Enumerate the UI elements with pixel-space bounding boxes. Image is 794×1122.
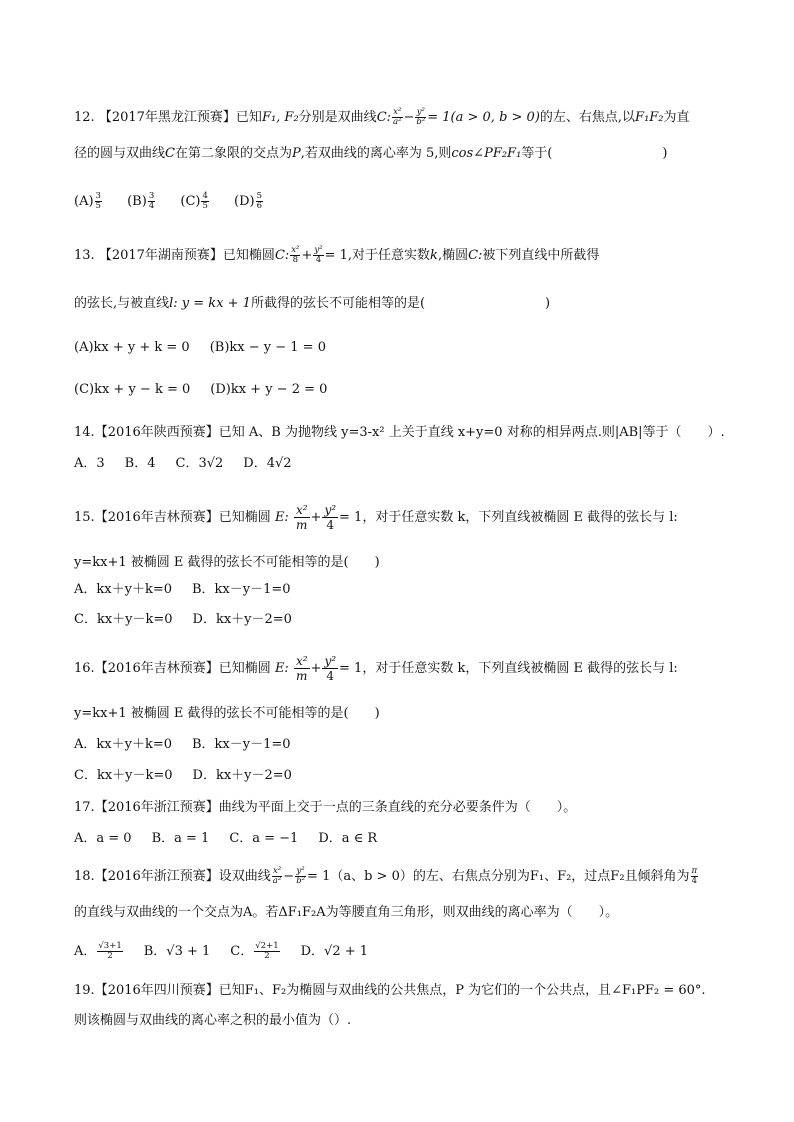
problem-16-options-row-1 — [74, 737, 311, 753]
text: = 1（a、b > 0）的左、右焦点分别为F₁、F₂，过点F₂且倾斜角为 — [307, 869, 690, 884]
text: ) — [545, 296, 551, 311]
option-c: C． $\frac{√2+1}{2}$ — [230, 941, 279, 961]
problem-13-line-2 — [74, 296, 550, 312]
math: C: — [468, 248, 483, 263]
option-b: B．kx－y－1=0 — [191, 737, 291, 752]
option-c: C．a = −1 — [229, 831, 299, 846]
option-d: D．4√2 — [243, 456, 292, 471]
option-c: C．3√2 — [175, 456, 224, 471]
text: 在第二象限的交点为 — [174, 146, 292, 161]
problem-text: 已知 A、B 为抛物线 y=3-x² 上关于直线 x+y=0 对称的相异两点.则|AB|等于（ ）. — [218, 425, 725, 440]
text: 已知椭圆 — [218, 510, 271, 525]
math: E: — [274, 510, 289, 525]
math: = 1, — [324, 248, 353, 263]
problem-18-options — [74, 942, 388, 961]
problem-number: 19. — [74, 983, 95, 998]
math: k — [430, 248, 438, 263]
problem-text: 曲线为平面上交于一点的三条直线的充分必要条件为（ ）。 — [218, 800, 577, 815]
math: cos∠PF₂F₁ — [451, 146, 522, 161]
math: C: — [274, 248, 290, 263]
problem-source: 【2016年吉林预赛】 — [94, 661, 219, 676]
option-d: D．kx＋y－2=0 — [192, 612, 292, 627]
fraction: $\frac{\text{x²}}{\text{a²}}$ — [272, 866, 282, 886]
problem-14-line-1 — [74, 425, 725, 441]
option-b: B．a = 1 — [151, 831, 210, 846]
problem-18-line-2: 的直线与双曲线的一个交点为A。若ΔF₁F₂A为等腰直角三角形，则双曲线的离心率为（ ）。 — [74, 905, 619, 920]
fraction: $\frac{\text{y²}}{\text{b²}}$ — [416, 107, 426, 127]
text: ,若双曲线的离心率为 5,则 — [300, 146, 452, 161]
problem-12-line-1: 12. 【2017年黑龙江预赛】已知F₁, F₂分别是双曲线C: $\frac{\text{x²}}{\text{a²}}$ − $\frac{\text{y²}}{\text{b²}}$ = 1(a > 0, b > 0)的左、右焦点,以F₁F₂为直 — [74, 107, 690, 127]
math: C: — [376, 110, 392, 125]
option-b: (B) $\frac{3}{4}$ — [127, 191, 155, 211]
option-d: D．kx＋y－2=0 — [192, 768, 292, 783]
text: 径的圆与双曲线 — [74, 146, 166, 161]
text: 已知椭圆 — [218, 661, 271, 676]
problem-16-line-2: y=kx+1 被椭圆 E 截得的弦长不可能相等的是( ) — [74, 706, 380, 721]
option-a: A．kx＋y＋k=0 — [74, 737, 172, 752]
problem-12-options — [74, 192, 284, 211]
problem-12-line-2 — [74, 146, 667, 162]
math: C — [165, 146, 175, 161]
problem-13-options-row-1 — [74, 340, 346, 356]
problem-number: 17. — [74, 800, 95, 815]
option-c: (C) $\frac{4}{5}$ — [180, 191, 208, 211]
fraction: $\frac{\text{x²}}{m}$ — [295, 654, 308, 683]
option-a: (A)kx + y + k = 0 — [74, 340, 190, 355]
text: ，对于任意实数 k，下列直线被椭圆 E 截得的弦长与 l: — [362, 510, 678, 525]
problem-source: 【2017年湖南预赛】 — [98, 248, 223, 263]
text: 分别是双曲线 — [298, 110, 377, 125]
problem-13-line-1: 13. 【2017年湖南预赛】已知椭圆C: $\frac{\text{x²}}{8}$ + $\frac{\text{y²}}{4}$ = 1,对于任意实数k,椭圆C:被下列直线中所截得 — [74, 245, 600, 265]
fraction: $\frac{\text{y²}}{4}$ — [324, 503, 337, 532]
problem-number: 12. — [74, 110, 95, 125]
option-a: A．kx＋y＋k=0 — [74, 582, 172, 597]
math: E: — [274, 661, 289, 676]
text: 所截得的弦长不可能相等的是( — [250, 296, 426, 311]
problem-16-options-row-2 — [74, 768, 312, 784]
fraction: $\frac{\text{y²}}{4}$ — [314, 245, 323, 265]
text: 为直 — [663, 110, 690, 125]
math: F₁F₂ — [635, 110, 664, 125]
math: l: y = kx + 1 — [169, 296, 251, 311]
text: 设双曲线 — [218, 869, 271, 884]
problem-number: 16. — [74, 661, 95, 676]
text: 等于( — [521, 146, 553, 161]
text: 被下列直线中所截得 — [482, 248, 600, 263]
math: F₁, F₂ — [261, 110, 299, 125]
problem-number: 15. — [74, 510, 95, 525]
problem-15-options-row-2 — [74, 612, 312, 628]
option-a: A．3 — [74, 456, 105, 471]
option-a: A． $\frac{√3+1}{2}$ — [74, 941, 122, 961]
problem-source: 【2016年吉林预赛】 — [94, 510, 219, 525]
option-c: (C)kx + y − k = 0 — [74, 382, 191, 397]
math: = 1 — [339, 510, 363, 525]
problem-17-line-1 — [74, 800, 576, 816]
text: ,椭圆 — [437, 248, 469, 263]
fraction: $\frac{\text{x²}}{m}$ — [295, 503, 308, 532]
problem-text: 已知F₁、F₂为椭圆与双曲线的公共焦点，P 为它们的一个公共点，且∠F₁PF₂ = 60°. — [218, 983, 706, 998]
text: 的左、右焦点,以 — [539, 110, 636, 125]
problem-source: 【2016年浙江预赛】 — [94, 869, 219, 884]
text: ) — [662, 146, 668, 161]
problem-18-line-1: 18.【2016年浙江预赛】设双曲线 $\frac{\text{x²}}{\text{a²}}$ − $\frac{\text{y²}}{\text{b²}}$ = 1（a、b > 0）的左、右焦点分别为F₁、F₂，过点F₂且倾斜角为 $\frac{\pi}{4}$ — [74, 866, 698, 886]
problem-number: 14. — [74, 425, 95, 440]
fraction: $\frac{\text{y²}}{\text{b²}}$ — [296, 866, 306, 886]
option-d: D．√2 + 1 — [300, 944, 369, 959]
option-c: C．kx＋y－k=0 — [74, 768, 173, 783]
problem-number: 18. — [74, 869, 95, 884]
text: 的弦长,与被直线 — [74, 296, 170, 311]
problem-13-options-row-2 — [74, 382, 347, 398]
problem-source: 【2016年陕西预赛】 — [94, 425, 219, 440]
option-c: C．kx＋y－k=0 — [74, 612, 173, 627]
problem-16-line-1: 16.【2016年吉林预赛】已知椭圆 E: $\frac{\text{x²}}{m}$ + $\frac{\text{y²}}{4}$ = 1，对于任意实数 k，下列直线被椭圆 E 截得的弦长与 l: — [74, 654, 678, 683]
option-a: A．a = 0 — [74, 831, 132, 846]
text: 已知椭圆 — [222, 248, 275, 263]
problem-15-line-2: y=kx+1 被椭圆 E 截得的弦长不可能相等的是( ) — [74, 555, 380, 570]
option-d: (D) $\frac{5}{6}$ — [234, 191, 263, 211]
option-a: (A) $\frac{3}{5}$ — [74, 191, 101, 211]
option-b: B．4 — [124, 456, 156, 471]
option-b: B．kx－y－1=0 — [191, 582, 291, 597]
fraction: $\frac{\pi}{4}$ — [691, 866, 698, 886]
math: = 1(a > 0, b > 0) — [427, 110, 540, 125]
fraction: $\frac{\text{x²}}{8}$ — [291, 245, 300, 265]
problem-source: 【2016年四川预赛】 — [94, 983, 219, 998]
text: 对于任意实数 — [352, 248, 431, 263]
text: 已知 — [235, 110, 262, 125]
math: = 1 — [339, 661, 363, 676]
problem-19-line-1 — [74, 983, 706, 999]
text: ，对于任意实数 k，下列直线被椭圆 E 截得的弦长与 l: — [362, 661, 678, 676]
math: P — [291, 146, 301, 161]
option-b: (B)kx − y − 1 = 0 — [209, 340, 326, 355]
option-d: D．a ∈ R — [318, 831, 378, 846]
option-d: (D)kx + y − 2 = 0 — [210, 382, 328, 397]
problem-number: 13. — [74, 248, 95, 263]
problem-15-options-row-1 — [74, 582, 311, 598]
problem-17-options — [74, 831, 397, 847]
fraction: $\frac{\text{x²}}{\text{a²}}$ — [393, 107, 402, 127]
problem-19-line-2: 则该椭圆与双曲线的离心率之积的最小值为（）. — [74, 1013, 352, 1028]
problem-source: 【2017年黑龙江预赛】 — [98, 110, 236, 125]
fraction: $\frac{\text{y²}}{4}$ — [324, 654, 337, 683]
option-b: B．√3 + 1 — [143, 944, 211, 959]
problem-15-line-1: 15.【2016年吉林预赛】已知椭圆 E: $\frac{\text{x²}}{m}$ + $\frac{\text{y²}}{4}$ = 1，对于任意实数 k，下列直线被椭圆 E 截得的弦长与 l: — [74, 503, 678, 532]
problem-source: 【2016年浙江预赛】 — [94, 800, 219, 815]
problem-14-options — [74, 456, 312, 472]
